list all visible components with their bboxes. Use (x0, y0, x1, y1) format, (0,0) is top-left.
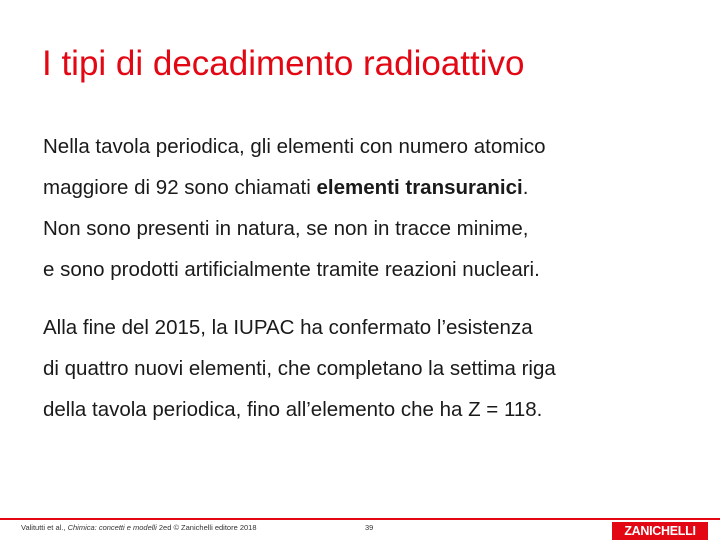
text-line: e sono prodotti artificialmente tramite reazioni nucleari. (43, 258, 540, 281)
text-line: della tavola periodica, fino all’elemento che ha Z = 118. (43, 398, 543, 421)
text-line: di quattro nuovi elementi, che completano la settima riga (43, 357, 556, 380)
footer-citation (21, 523, 257, 532)
footer-edition: 2ed © Zanichelli editore 2018 (156, 523, 257, 532)
slide-title: I tipi di decadimento radioattivo (42, 44, 525, 83)
text-line: Alla fine del 2015, la IUPAC ha confermato l’esistenza (43, 316, 533, 339)
footer-book-title: Chimica: concetti e modelli (67, 523, 157, 532)
text-line: Nella tavola periodica, gli elementi con numero atomico (43, 135, 546, 158)
text-segment: . (522, 176, 529, 199)
footer-authors: Valitutti et al., (21, 523, 68, 532)
page-number: 39 (365, 523, 374, 532)
footer-divider (0, 518, 720, 520)
highlighted-term: elementi transuranici (316, 176, 523, 199)
publisher-logo: ZANICHELLI (612, 522, 708, 540)
text-line (43, 173, 546, 214)
text-line: Non sono presenti in natura, se non in tracce minime, (43, 217, 529, 240)
text-segment: maggiore di 92 sono chiamati (43, 176, 317, 199)
paragraph-iupac (43, 313, 556, 436)
paragraph-transuranic (43, 132, 546, 296)
